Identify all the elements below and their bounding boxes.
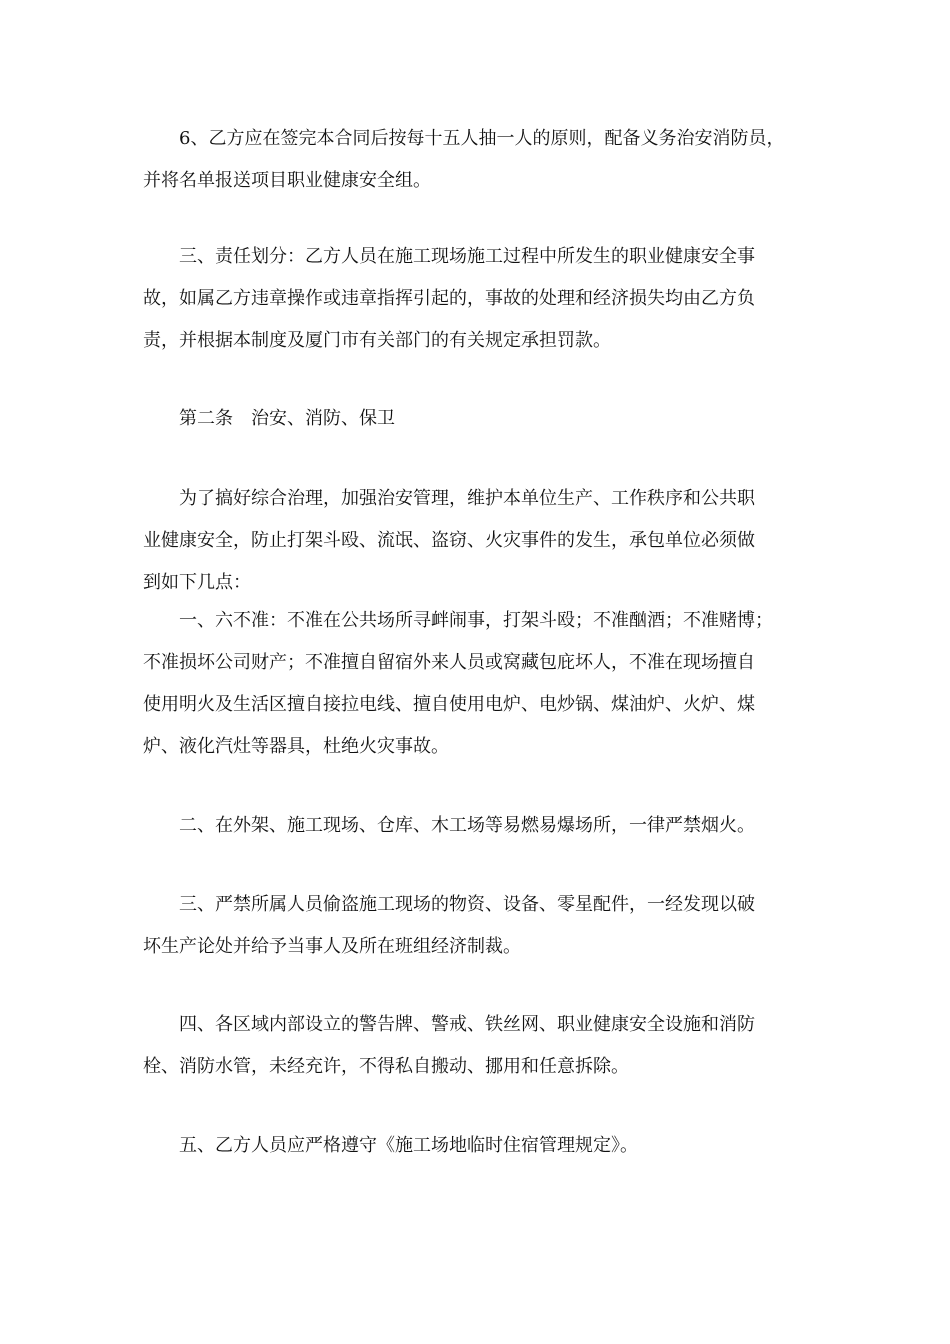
paragraph-responsibility-division bbox=[143, 236, 825, 362]
paragraph-line: 坏生产论处并给予当事人及所在班组经济制裁。 bbox=[143, 936, 521, 957]
paragraph-line: 故，如属乙方违章操作或违章指挥引起的，事故的处理和经济损失均由乙方负 bbox=[143, 288, 755, 309]
paragraph-line: 不准损坏公司财产；不准擅自留宿外来人员或窝藏包庇坏人，不准在现场擅自 bbox=[143, 652, 755, 673]
paragraph-no-smoking bbox=[143, 805, 825, 847]
paragraph-line: 四、各区域内部设立的警告牌、警戒、铁丝网、职业健康安全设施和消防 bbox=[179, 1014, 755, 1035]
section-heading-article-two bbox=[143, 398, 825, 440]
paragraph-line: 一、六不准：不准在公共场所寻衅闹事，打架斗殴；不准酗酒；不准赌博； bbox=[179, 610, 773, 631]
paragraph-volunteer-firefighters bbox=[143, 118, 825, 202]
paragraph-no-theft bbox=[143, 884, 825, 968]
paragraph-intro-requirements bbox=[143, 478, 825, 604]
paragraph-six-prohibitions bbox=[143, 600, 825, 768]
paragraph-line: 为了搞好综合治理，加强治安管理，维护本单位生产、工作秩序和公共职 bbox=[179, 488, 755, 509]
section-heading: 第二条 治安、消防、保卫 bbox=[179, 408, 395, 429]
paragraph-line: 三、严禁所属人员偷盗施工现场的物资、设备、零星配件，一经发现以破 bbox=[179, 894, 755, 915]
paragraph-line: 责，并根据本制度及厦门市有关部门的有关规定承担罚款。 bbox=[143, 330, 611, 351]
paragraph-line: 到如下几点： bbox=[143, 572, 251, 593]
paragraph-line: 业健康安全，防止打架斗殴、流氓、盗窃、火灾事件的发生，承包单位必须做 bbox=[143, 530, 755, 551]
paragraph-line: 栓、消防水管，未经充许，不得私自搬动、挪用和任意拆除。 bbox=[143, 1056, 629, 1077]
paragraph-line: 三、责任划分：乙方人员在施工现场施工过程中所发生的职业健康安全事 bbox=[179, 246, 755, 267]
paragraph-housing-rules bbox=[143, 1125, 825, 1167]
paragraph-line: 二、在外架、施工现场、仓库、木工场等易燃易爆场所，一律严禁烟火。 bbox=[179, 815, 755, 836]
paragraph-line: 并将名单报送项目职业健康安全组。 bbox=[143, 170, 431, 191]
paragraph-line: 五、乙方人员应严格遵守《施工场地临时住宿管理规定》。 bbox=[179, 1135, 638, 1156]
paragraph-line: 使用明火及生活区擅自接拉电线、擅自使用电炉、电炒锅、煤油炉、火炉、煤 bbox=[143, 694, 755, 715]
paragraph-line: 6、乙方应在签完本合同后按每十五人抽一人的原则，配备义务治安消防员， bbox=[179, 128, 785, 149]
paragraph-safety-facilities bbox=[143, 1004, 825, 1088]
paragraph-line: 炉、液化汽灶等器具，杜绝火灾事故。 bbox=[143, 736, 449, 757]
